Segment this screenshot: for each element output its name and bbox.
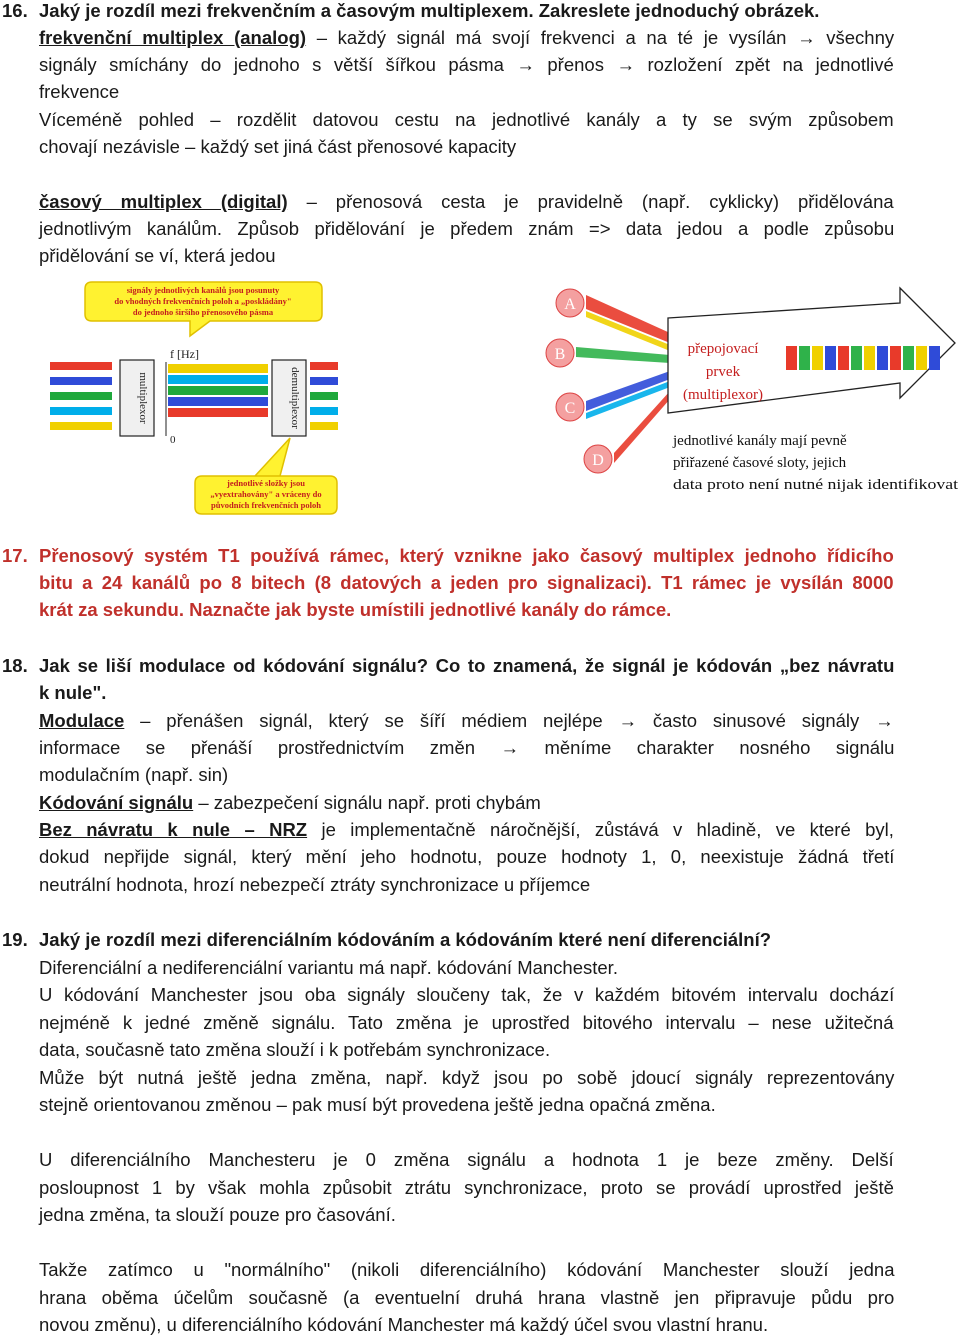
time-slot <box>916 346 927 370</box>
tdm-diagram <box>530 283 960 498</box>
channel-a-label: A <box>564 296 576 313</box>
channel-c <box>556 393 584 421</box>
q19-p5-line2: hrana oběma účelům současně (a eventuelní druhá hrana vlastně jen připravuje půdu pro <box>39 1287 895 1308</box>
q19-p5-line3: novou změnu), u diferenciálního kódování Manchester má každý účel svou vlastní hranu. <box>39 1314 769 1335</box>
time-multiplex-term: časový multiplex (digital) <box>39 191 288 212</box>
q18-mod-line3: modulačním (např. sin) <box>39 764 229 785</box>
q18-nrz-line3: neutrální hodnota, hrozí nebezpečí ztráty synchronizace u příjemce <box>39 874 591 895</box>
q16-more-line1: Víceméně pohled – rozdělit datovou cestu na jednotlivé kanály a ty se svým způsobem <box>39 109 894 130</box>
q19-p5-line1: Takže zatímco u "normálního" (nikoli diferenciálního) kódování Manchester slouží jedna <box>39 1259 895 1280</box>
time-slot <box>786 346 797 370</box>
output-bar <box>310 362 338 370</box>
band-bar <box>168 364 268 373</box>
q16-question: Jaký je rozdíl mezi frekvenčním a časovým multiplexem. Zakreslete jednoduchý obrázek. <box>39 0 820 21</box>
q18-nrz-line2: dokud nepřijde signál, který mění jeho hodnotu, pouze hodnoty 1, 0, neexistuje žádná třetí <box>39 846 895 867</box>
tdm-caption-line3: data proto není nutné nijak identifikovat <box>673 477 959 493</box>
switch-label-line3: (multiplexor) <box>683 387 763 403</box>
q16-time-line1: časový multiplex (digital) – přenosová cesta je pravidelně (např. cyklicky) přidělována <box>39 191 894 212</box>
multiplexor-label: multiplexor <box>137 372 149 424</box>
time-slot <box>903 346 914 370</box>
q19-p4-line2: posloupnost 1 by však mohla způsobit ztrátu synchronizace, proto se provádí uprostřed ještě <box>39 1177 894 1198</box>
top-callout-line3: do jednoho širšího přenosového pásma <box>132 307 274 317</box>
bottom-callout-line3: původních frekvenčních poloh <box>211 500 321 510</box>
modulation-term: Modulace <box>39 710 125 731</box>
band-bar <box>168 375 268 384</box>
q16-number: 16. <box>2 0 28 21</box>
axis-zero: 0 <box>170 434 176 446</box>
q19-p3-line2: stejně orientovanou změnou – pak musí být provedena ještě jedna opačná změna. <box>39 1094 716 1115</box>
nrz-term: Bez návratu k nule – NRZ <box>39 819 308 840</box>
input-bar <box>50 407 112 415</box>
q18-coding-line: Kódování signálu – zabezpečení signálu např. proti chybám <box>39 792 541 813</box>
demultiplexor-label: demultiplexor <box>289 367 301 429</box>
time-slot <box>929 346 940 370</box>
freq-multiplex-term: frekvenční multiplex (analog) <box>39 27 307 48</box>
tdm-caption-line2: přiřazené časové sloty, jejich <box>673 455 847 471</box>
axis-label: f [Hz] <box>170 347 199 361</box>
q19-p2-line3: data, současně tato změna slouží i k potřebám synchronizace. <box>39 1039 551 1060</box>
input-bar <box>50 362 112 370</box>
q18-number: 18. <box>2 655 28 676</box>
tdm-caption-line1: jednotlivé kanály mají pevně <box>673 433 847 449</box>
time-slot <box>838 346 849 370</box>
bottom-callout-line1: jednotlivé složky jsou <box>227 478 305 488</box>
channel-d-label: D <box>592 452 604 469</box>
q19-p2-line1: U kódování Manchester jsou oba signály sloučeny tak, že v každém bitovém intervalu dochází <box>39 984 895 1005</box>
q19-p3-line1: Může být nutná ještě jedna změna, např. když jsou po sobě jdoucí signály reprezentovány <box>39 1067 895 1088</box>
input-bar <box>50 392 112 400</box>
q17-number: 17. <box>2 545 28 566</box>
q19-p4-line1: U diferenciálního Manchesteru je 0 změna signálu a hodnota 1 je beze změny. Delší <box>39 1149 894 1170</box>
q18-nrz-line1: Bez návratu k nule – NRZ je implementačně náročnější, zůstává v hladině, ve které byl, <box>39 819 894 840</box>
output-signals <box>310 362 338 430</box>
time-slot <box>877 346 888 370</box>
q18-mod-line1: Modulace – přenášen signál, který se šíří médiem nejlépe → často sinusové signály → <box>39 710 894 731</box>
output-bar <box>310 377 338 385</box>
band-bar <box>168 386 268 395</box>
time-slot <box>890 346 901 370</box>
switch-label-line1: přepojovací <box>687 341 759 357</box>
q19-p4-line3: jedna změna, ta slouží pouze pro časování. <box>39 1204 396 1225</box>
bottom-callout-line2: „vyextrahovány" a vráceny do <box>210 489 322 499</box>
input-bar <box>50 377 112 385</box>
q17-line1: Přenosový systém T1 používá rámec, který vznikne jako časový multiplex jednoho řídicího <box>39 545 894 566</box>
top-callout-line2: do vhodných frekvenčních poloh a „poskládány" <box>114 296 292 306</box>
time-slot <box>851 346 862 370</box>
output-bar <box>310 422 338 430</box>
q16-time-line3: přidělování se ví, která jedou <box>39 245 276 266</box>
q18-mod-line2: informace se přenáší prostřednictvím změn → měníme charakter nosného signálu <box>39 737 895 758</box>
coding-term: Kódování signálu <box>39 792 194 813</box>
q19-number: 19. <box>2 929 28 950</box>
output-bar <box>310 407 338 415</box>
q16-freq-line1: frekvenční multiplex (analog) – každý signál má svojí frekvenci a na té je vysílán → všechny <box>39 27 895 48</box>
channel-d <box>584 445 612 473</box>
q19-p2-line2: nejméně k jedné změně signálu. Tato změna je uprostřed bitového intervalu – nese užitečná <box>39 1012 894 1033</box>
fdm-diagram <box>40 278 340 518</box>
q16-time-line2: jednotlivým kanálům. Způsob přidělování je předem znám => data jedou a podle způsobu <box>39 218 895 239</box>
q18-question-line1: Jak se liší modulace od kódování signálu? Co to znamená, že signál je kódován „bez návratu <box>39 655 895 676</box>
time-slot <box>799 346 810 370</box>
q19-question: Jaký je rozdíl mezi diferenciálním kódováním a kódováním které není diferenciální? <box>39 929 772 950</box>
channel-a <box>556 289 584 317</box>
combined-band <box>168 364 268 417</box>
stripe-b <box>576 347 670 363</box>
q19-p1: Diferenciální a nediferenciální variantu má např. kódování Manchester. <box>39 957 618 978</box>
channel-b-label: B <box>554 346 566 363</box>
q17-line3: krát za sekundu. Naznačte jak byste umístili jednotlivé kanály do rámce. <box>39 599 672 620</box>
input-bar <box>50 422 112 430</box>
channel-stripes <box>576 295 670 463</box>
time-slot <box>812 346 823 370</box>
time-slot <box>825 346 836 370</box>
q16-freq-line2: signály smíchány do jednoho s větší šířkou pásma → přenos → rozložení zpět na jednotlivé <box>39 54 894 75</box>
channel-c-label: C <box>564 400 576 417</box>
q18-question-line2: k nule". <box>39 682 107 703</box>
q16-more-line2: chovají nezávisle – každý set jiná část přenosové kapacity <box>39 136 517 157</box>
band-bar <box>168 408 268 417</box>
switch-label-line2: prvek <box>705 364 741 380</box>
q16-freq-line3: frekvence <box>39 81 120 102</box>
channel-b <box>546 339 574 367</box>
time-slot <box>864 346 875 370</box>
q17-line2: bitu a 24 kanálů po 8 bitech (8 datových a jeden pro signalizaci). T1 rámec je vysílán 8000 <box>39 572 894 593</box>
output-bar <box>310 392 338 400</box>
top-callout-line1: signály jednotlivých kanálů jsou posunuty <box>126 285 280 295</box>
input-signals <box>50 362 112 430</box>
band-bar <box>168 397 268 406</box>
